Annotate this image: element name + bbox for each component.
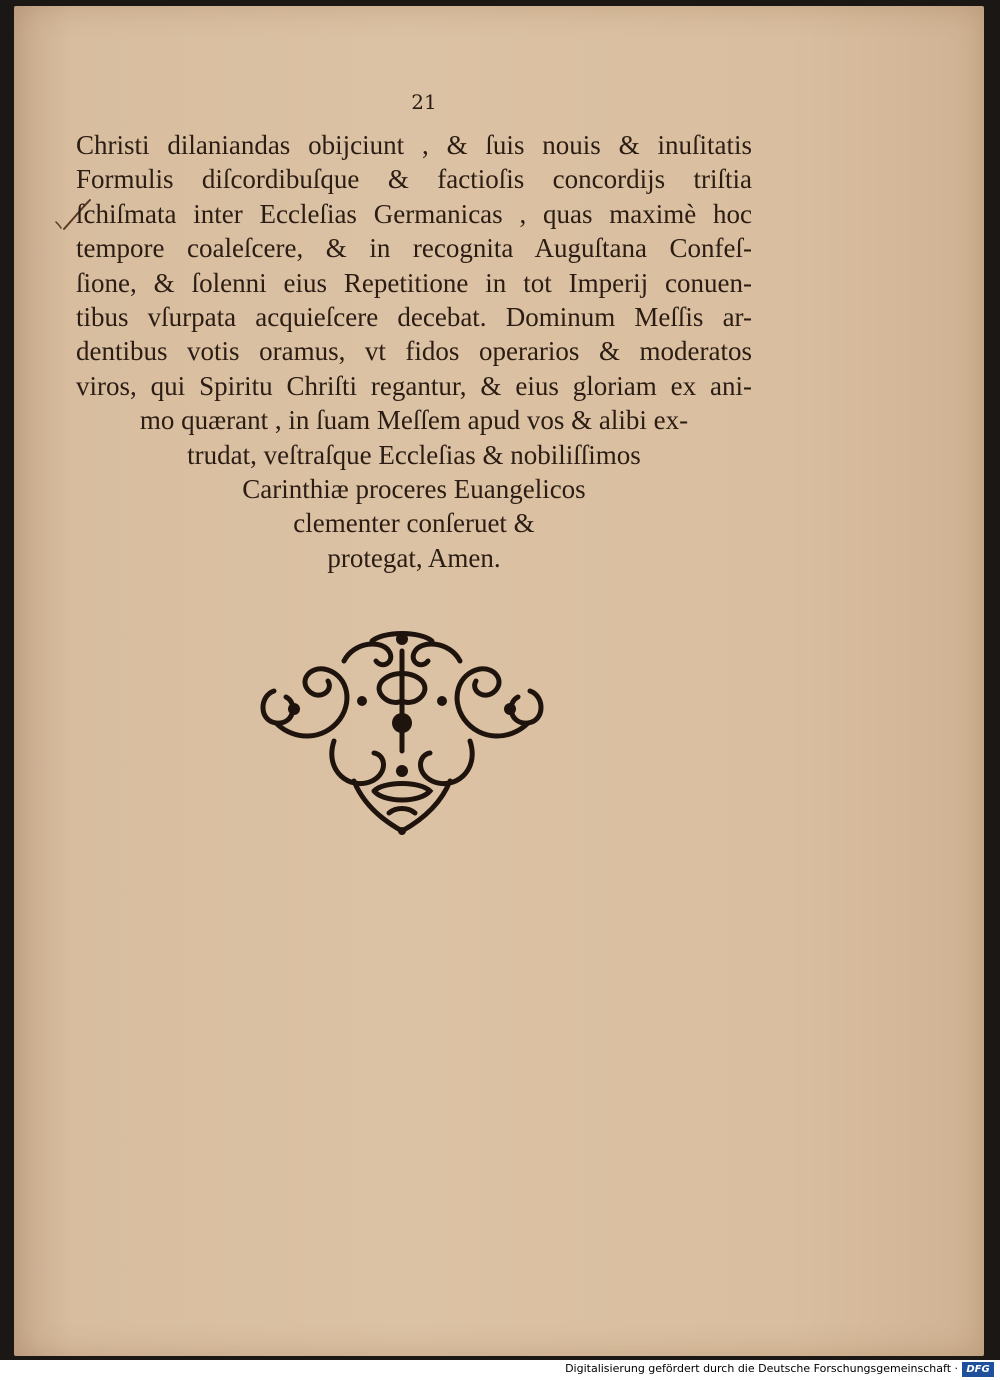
funding-credit: Digitalisierung gefördert durch die Deutsche Forschungsgemeinschaft · [565,1362,958,1375]
text-line: protegat, Amen. [327,542,501,573]
text-line: viros, qui Spiritu Chriſti regantur, & eius gloriam ex ani- [76,370,752,401]
text-line: ſione, & ſolenni eius Repetitione in tot Imperij conuen- [76,267,752,298]
text-line: tibus vſurpata acquieſcere decebat. Dominum Meſſis ar- [76,301,752,332]
printers-ornament [254,631,550,836]
page-number: 21 [411,90,437,114]
text-line: Carinthiæ proceres Euangelicos [242,473,586,504]
footer-bar [0,1360,1000,1380]
text-line: Formulis diſcordibuſque & factioſis concordijs triſtia [76,164,752,195]
text-line: clementer conſeruet & [293,508,535,539]
book-page [14,6,984,1356]
text-line: tempore coaleſcere, & in recognita Auguſtana Confeſ- [76,233,752,264]
text-line: trudat, veſtraſque Eccleſias & nobiliſſimos [187,439,641,470]
text-line: dentibus votis oramus, vt fidos operarios & moderatos [76,336,752,367]
text-line: ſchiſmata inter Eccleſias Germanicas , quas maximè hoc [76,198,752,229]
text-line: mo quærant , in ſuam Meſſem apud vos & alibi ex- [139,405,689,436]
text-line: Christi dilaniandas obijciunt , & ſuis nouis & inuſitatis [76,130,752,160]
body-text [76,128,752,575]
dfg-logo: DFG [962,1362,994,1377]
